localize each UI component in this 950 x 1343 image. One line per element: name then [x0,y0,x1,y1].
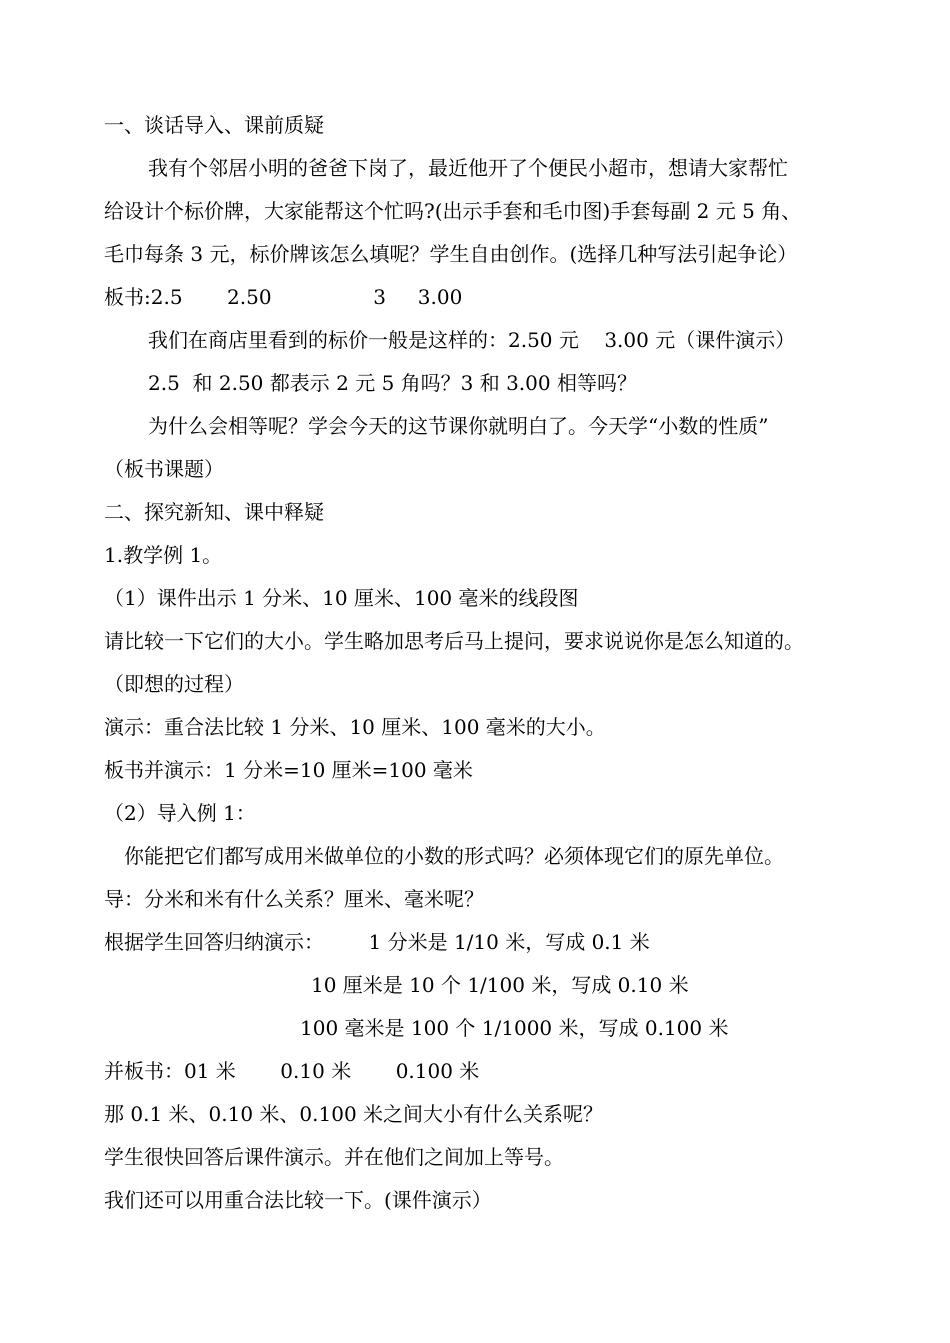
question-line: 那 0.1 米、0.10 米、0.100 米之间大小有什么关系呢？ [104,1102,604,1126]
paragraph-2: 我们在商店里看到的标价一般是这样的：2.50 元 3.00 元（课件演示） [148,328,796,352]
step-1: （1）课件出示 1 分米、10 厘米、100 毫米的线段图 [104,586,579,610]
summary-line-3: 100 毫米是 100 个 1/1000 米，写成 0.100 米 [300,1016,729,1040]
guide-question: 导：分米和米有什么关系？厘米、毫米呢？ [104,887,484,911]
section2-heading: 二、探究新知、课中释疑 [104,500,324,524]
summary-line-2: 10 厘米是 10 个 1/100 米，写成 0.10 米 [311,973,689,997]
paragraph-5-line-1: 请比较一下它们的大小。学生略加思考后马上提问，要求说说你是怎么知道的。 [104,629,804,653]
board-writing-1: 板书:2.5 2.50 3 3.00 [104,285,463,309]
step-2: （2）导入例 1： [104,801,256,825]
board-writing-3: 并板书：01 米 0.10 米 0.100 米 [104,1059,480,1083]
paragraph-5-line-2: （即想的过程） [104,672,244,696]
board-writing-2: 板书并演示：1 分米=10 厘米=100 毫米 [104,758,473,782]
paragraph-3: 2.5 和 2.50 都表示 2 元 5 角吗？3 和 3.00 相等吗？ [148,371,637,395]
paragraph-4-line-1: 为什么会相等呢？学会今天的这节课你就明白了。今天学“小数的性质” [148,414,769,438]
answer-line: 学生很快回答后课件演示。并在他们之间加上等号。 [104,1145,564,1169]
paragraph-6: 你能把它们都写成用米做单位的小数的形式吗？必须体现它们的原先单位。 [124,844,784,868]
section1-heading: 一、谈话导入、课前质疑 [104,113,324,137]
compare-line: 我们还可以用重合法比较一下。(课件演示） [104,1188,492,1212]
paragraph-1-line-2: 给设计个标价牌，大家能帮这个忙吗?(出示手套和毛巾图)手套每副 2 元 5 角、 [104,199,802,223]
example1-heading: 1.教学例 1。 [104,543,223,567]
summary-line-1: 根据学生回答归纳演示： 1 分米是 1/10 米，写成 0.1 米 [104,930,650,954]
paragraph-4-line-2: （板书课题） [104,457,224,481]
paragraph-1-line-1: 我有个邻居小明的爸爸下岗了，最近他开了个便民小超市，想请大家帮忙 [148,156,788,180]
paragraph-1-line-3: 毛巾每条 3 元，标价牌该怎么填呢？学生自由创作。(选择几种写法引起争论） [104,242,798,266]
demo-1: 演示：重合法比较 1 分米、10 厘米、100 毫米的大小。 [104,715,606,739]
